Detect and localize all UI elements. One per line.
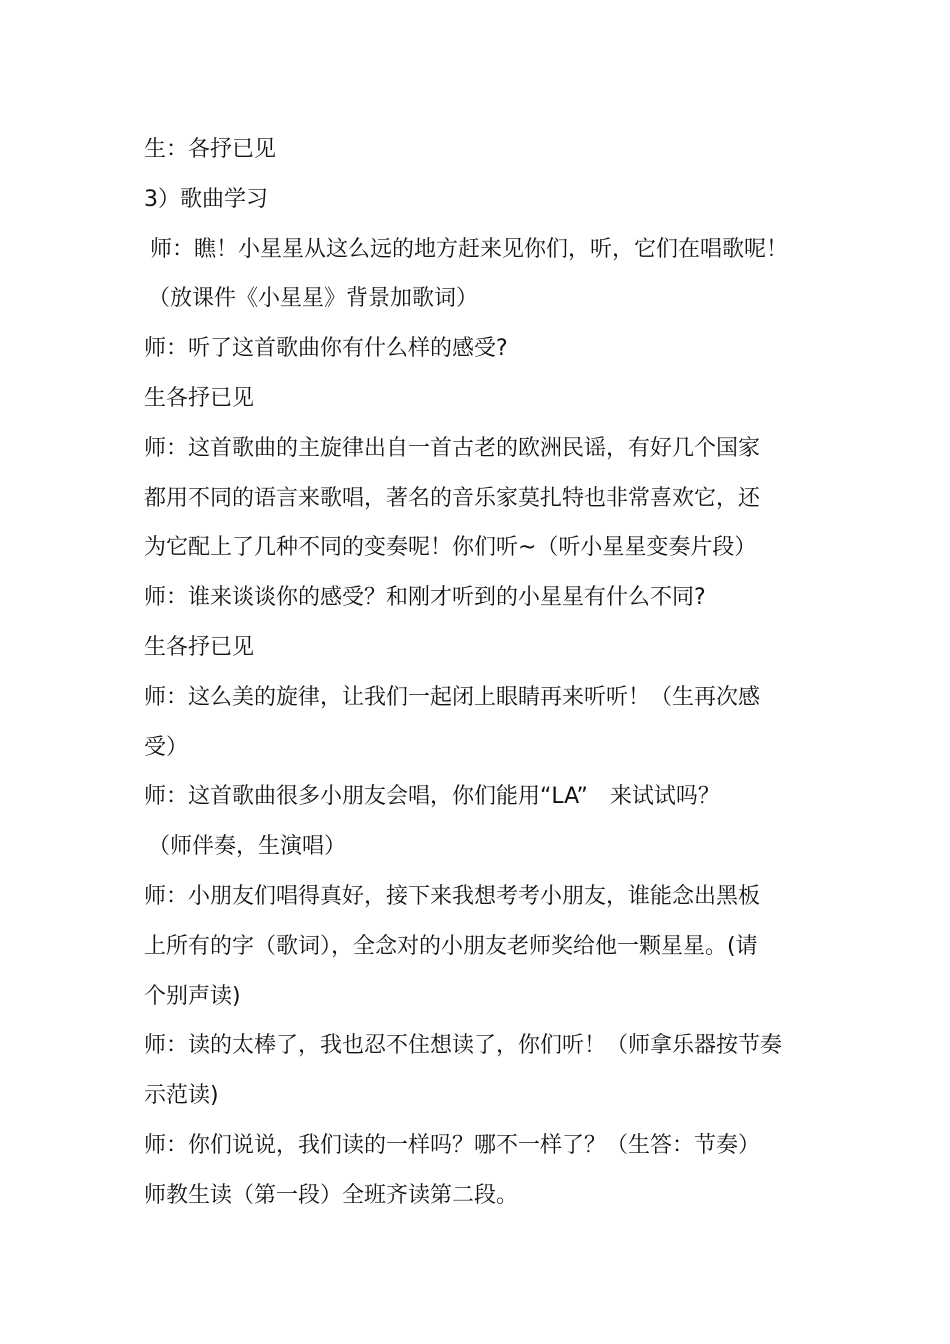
document-page: [144, 125, 824, 1221]
text-line: 师：谁来谈谈你的感受？和刚才听到的小星星有什么不同?: [144, 585, 706, 611]
section-heading: 3）歌曲学习: [144, 186, 268, 212]
text-line: 生各抒已见: [144, 634, 255, 660]
text-line: 师：读的太棒了，我也忍不住想读了，你们听！（师拿乐器按节奏: [144, 1033, 783, 1059]
text-line: （师伴奏，生演唱）: [148, 834, 347, 860]
text-line: 个别声读): [144, 983, 241, 1009]
text-line: 师：这首歌曲很多小朋友会唱，你们能用“LA” 来试试吗？: [144, 784, 720, 810]
text-line: 都用不同的语言来歌唱，著名的音乐家莫扎特也非常喜欢它，还: [144, 485, 761, 511]
text-line: 受）: [144, 734, 189, 760]
text-line: 师教生读（第一段）全班齐读第二段。: [144, 1182, 519, 1208]
text-line: （放课件《小星星》背景加歌词）: [148, 286, 479, 312]
text-line: 师：听了这首歌曲你有什么样的感受?: [144, 336, 508, 362]
text-line: 上所有的字（歌词），全念对的小朋友老师奖给他一颗星星。(请: [144, 933, 758, 959]
text-line: 生各抒已见: [144, 385, 255, 411]
text-line: 师：小朋友们唱得真好，接下来我想考考小朋友，谁能念出黑板: [144, 883, 761, 909]
text-line: 示范读): [144, 1083, 219, 1109]
text-line: 为它配上了几种不同的变奏呢！你们听~（听小星星变奏片段）: [144, 535, 757, 561]
text-line: 师：这么美的旋律，让我们一起闭上眼睛再来听听！（生再次感: [144, 684, 761, 710]
text-line: 生：各抒已见: [144, 137, 277, 162]
text-line: 师：你们说说，我们读的一样吗？哪不一样了？（生答：节奏）: [144, 1132, 761, 1158]
text-line: 师：这首歌曲的主旋律出自一首古老的欧洲民谣，有好几个国家: [144, 435, 761, 461]
text-line: 师：瞧！小星星从这么远的地方赶来见你们，听，它们在唱歌呢！: [150, 236, 789, 262]
